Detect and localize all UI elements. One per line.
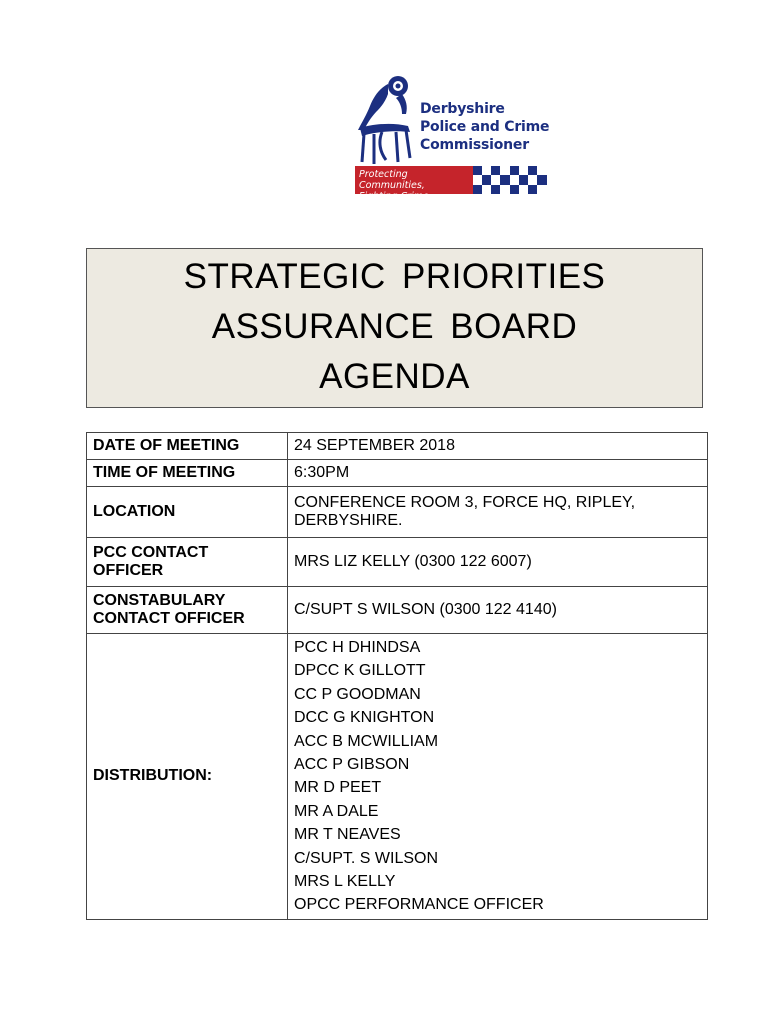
distribution-item: MRS L KELLY <box>294 873 396 891</box>
org-line-3: Commissioner <box>420 137 529 153</box>
distribution-item: ACC B MCWILLIAM <box>294 732 439 750</box>
title-line-2: ASSURANCE BOARD <box>211 307 578 346</box>
location-label: LOCATION <box>87 487 288 538</box>
pcc-logo <box>352 70 552 202</box>
distribution-item: MR T NEAVES <box>294 826 401 844</box>
row-pcc-contact <box>87 538 708 587</box>
meeting-details-table <box>86 432 708 920</box>
distribution-item: DCC G KNIGHTON <box>294 709 435 727</box>
constabulary-contact-value: C/SUPT S WILSON (0300 122 4140) <box>288 587 708 634</box>
const-label-line-1: CONSTABULARY <box>93 592 226 609</box>
distribution-item: DPCC K GILLOTT <box>294 662 426 680</box>
location-line-2: DERBYSHIRE. <box>294 512 403 529</box>
org-line-1: Derbyshire <box>420 101 505 117</box>
pcc-contact-value: MRS LIZ KELLY (0300 122 6007) <box>288 538 708 587</box>
time-value: 6:30PM <box>288 460 708 487</box>
distribution-item: ACC P GIBSON <box>294 756 410 774</box>
slogan-text <box>355 166 473 202</box>
pcc-contact-label <box>87 538 288 587</box>
slogan-banner <box>355 166 547 202</box>
slogan-line-2: Fighting Crime <box>359 191 429 202</box>
row-time <box>87 460 708 487</box>
title-line-1: STRATEGIC PRIORITIES <box>183 257 606 296</box>
row-distribution <box>87 634 708 920</box>
row-date <box>87 433 708 460</box>
pcc-label-line-2: OFFICER <box>93 562 164 579</box>
distribution-item: C/SUPT. S WILSON <box>294 849 439 867</box>
ram-emblem-icon <box>352 70 420 166</box>
const-label-line-2: CONTACT OFFICER <box>93 610 245 627</box>
pcc-label-line-1: PCC CONTACT <box>93 544 209 561</box>
time-label: TIME OF MEETING <box>87 460 288 487</box>
distribution-item: OPCC PERFORMANCE OFFICER <box>294 896 544 914</box>
agenda-title-box <box>86 248 703 408</box>
date-label: DATE OF MEETING <box>87 433 288 460</box>
location-value <box>288 487 708 538</box>
constabulary-contact-label <box>87 587 288 634</box>
slogan-line-1: Protecting Communities, <box>359 169 425 191</box>
row-location <box>87 487 708 538</box>
distribution-item: PCC H DHINDSA <box>294 639 421 656</box>
distribution-list <box>288 634 708 920</box>
distribution-item: CC P GOODMAN <box>294 685 421 703</box>
distribution-label: DISTRIBUTION: <box>87 634 288 920</box>
org-name <box>420 100 549 154</box>
distribution-item: MR D PEET <box>294 779 382 797</box>
location-line-1: CONFERENCE ROOM 3, FORCE HQ, RIPLEY, <box>294 494 636 511</box>
title-line-3: AGENDA <box>319 357 470 396</box>
checkerboard-icon <box>473 166 547 194</box>
row-constabulary-contact <box>87 587 708 634</box>
org-line-2: Police and Crime <box>420 119 550 135</box>
date-value: 24 SEPTEMBER 2018 <box>288 433 708 460</box>
distribution-item: MR A DALE <box>294 802 379 820</box>
